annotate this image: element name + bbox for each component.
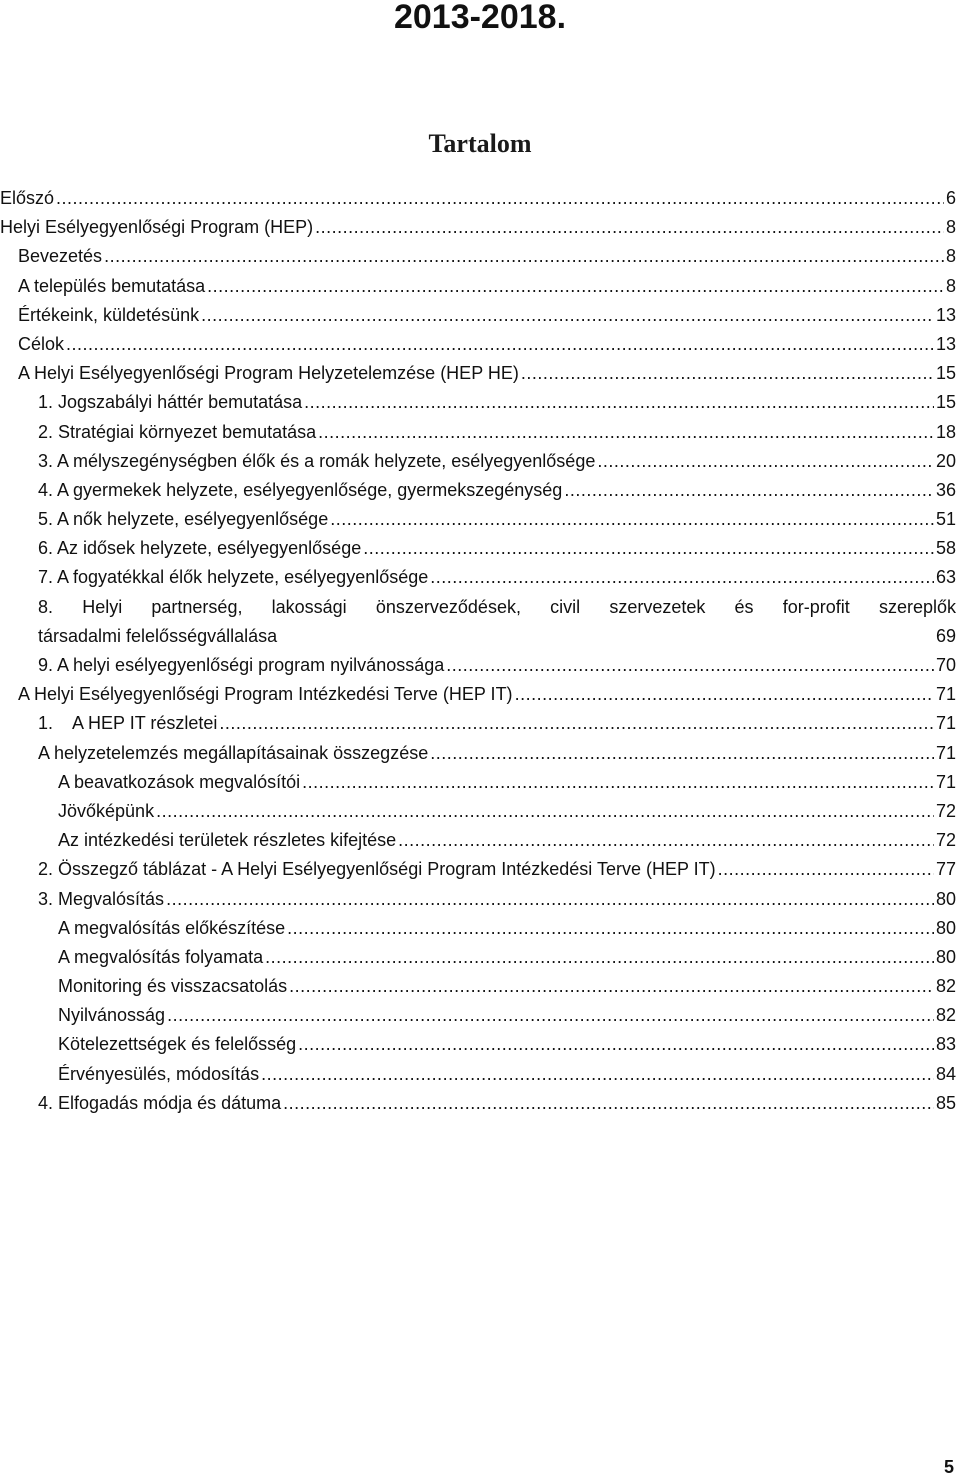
toc-leader-dots xyxy=(265,943,934,972)
toc-leader-dots xyxy=(446,651,934,680)
toc-entry-page: 8 xyxy=(945,217,956,238)
toc-entry[interactable] xyxy=(0,797,960,826)
toc-entry-page: 82 xyxy=(935,1005,956,1026)
toc-leader-dots xyxy=(330,505,934,534)
toc-leader-dots xyxy=(56,184,944,213)
toc-entry[interactable] xyxy=(0,768,960,797)
toc-entry[interactable] xyxy=(0,388,960,417)
toc-entry[interactable] xyxy=(0,1060,960,1089)
toc-entry-page: 15 xyxy=(935,363,956,384)
toc-leader-dots xyxy=(156,797,934,826)
toc-entry-label: Az intézkedési területek részletes kifejtése xyxy=(58,830,397,851)
toc-leader-dots xyxy=(66,330,934,359)
toc-entry-label: Nyilvánosság xyxy=(58,1005,166,1026)
toc-entry-label: 9. A helyi esélyegyenlőségi program nyilvánossága xyxy=(38,655,445,675)
toc-entry[interactable] xyxy=(0,914,960,943)
toc-entry-page: 70 xyxy=(935,655,956,675)
toc-entry-page: 71 xyxy=(935,771,956,792)
toc-leader-dots xyxy=(104,242,944,271)
toc-entry-label: 7. A fogyatékkal élők helyzete, esélyegyenlősége xyxy=(38,567,429,588)
toc-entry[interactable] xyxy=(0,534,960,563)
toc-entry[interactable] xyxy=(0,651,960,680)
toc-entry[interactable] xyxy=(0,476,960,505)
toc-entry[interactable] xyxy=(0,680,960,709)
toc-entry-label: 3. A mélyszegénységben élők és a romák helyzete, esélyegyenlősége xyxy=(38,450,596,471)
toc-entry-page: 77 xyxy=(935,859,956,880)
toc-entry-label: 1. Jogszabályi háttér bemutatása xyxy=(38,392,303,413)
toc-entry-page: 82 xyxy=(935,976,956,997)
toc-entry[interactable] xyxy=(0,943,960,972)
toc-entry-page: 20 xyxy=(935,450,956,471)
toc-entry-label: 4. Elfogadás módja és dátuma xyxy=(38,1092,282,1113)
toc-entry[interactable] xyxy=(0,242,960,271)
toc-leader-dots xyxy=(201,301,934,330)
toc-entry-page: 8 xyxy=(945,275,956,296)
toc-leader-dots xyxy=(318,418,934,447)
toc-entry[interactable] xyxy=(0,1089,960,1118)
toc-entry-label: A helyzetelemzés megállapításainak összegzése xyxy=(38,742,429,763)
toc-entry[interactable] xyxy=(0,739,960,768)
toc-heading: Tartalom xyxy=(428,129,532,158)
toc-leader-dots xyxy=(430,739,934,768)
toc-entry-page: 83 xyxy=(935,1034,956,1055)
toc-leader-dots xyxy=(167,1001,934,1030)
toc-entry-label: A Helyi Esélyegyenlőségi Program Intézkedési Terve (HEP IT) xyxy=(18,684,513,705)
toc-entry[interactable] xyxy=(0,1001,960,1030)
toc-entry-label: Előszó xyxy=(0,188,55,208)
toc-entry[interactable] xyxy=(0,301,960,330)
toc-entry-label-continued: társadalmi felelősségvállalása xyxy=(38,625,278,646)
toc-entry-page: 80 xyxy=(935,888,956,909)
toc-entry[interactable] xyxy=(0,330,960,359)
toc-entry-page: 71 xyxy=(935,713,956,734)
toc-leader-dots xyxy=(430,563,934,592)
table-of-contents xyxy=(0,184,960,1118)
toc-entry[interactable] xyxy=(0,972,960,1001)
toc-entry-label: 1. A HEP IT részletei xyxy=(38,713,218,734)
toc-entry-page: 80 xyxy=(935,917,956,938)
toc-leader-dots xyxy=(315,213,944,242)
toc-entry-label: A beavatkozások megvalósítói xyxy=(58,771,301,792)
toc-entry-page: 69 xyxy=(935,625,956,646)
toc-leader-dots xyxy=(515,680,934,709)
toc-entry-page: 58 xyxy=(935,538,956,559)
toc-entry-label: 6. Az idősek helyzete, esélyegyenlősége xyxy=(38,538,362,559)
toc-entry-label: Érvényesülés, módosítás xyxy=(58,1063,260,1084)
toc-entry-page: 8 xyxy=(945,246,956,267)
toc-entry-label: Jövőképünk xyxy=(58,800,155,821)
toc-leader-dots xyxy=(521,359,934,388)
toc-leader-dots xyxy=(363,534,934,563)
toc-entry-label: Célok xyxy=(18,333,65,354)
toc-entry[interactable] xyxy=(0,213,960,242)
toc-entry[interactable] xyxy=(0,593,960,651)
toc-entry[interactable] xyxy=(0,855,960,884)
toc-entry-label: A megvalósítás folyamata xyxy=(58,946,264,967)
toc-entry[interactable] xyxy=(0,505,960,534)
toc-entry-page: 6 xyxy=(945,188,956,208)
toc-leader-dots xyxy=(302,768,934,797)
toc-leader-dots xyxy=(298,1030,934,1059)
toc-leader-dots xyxy=(219,709,934,738)
toc-leader-dots xyxy=(398,826,934,855)
toc-entry-page: 15 xyxy=(935,392,956,413)
toc-leader-dots xyxy=(718,855,934,884)
toc-entry[interactable] xyxy=(0,184,960,213)
toc-entry-label: 5. A nők helyzete, esélyegyenlősége xyxy=(38,509,329,530)
toc-entry[interactable] xyxy=(0,563,960,592)
toc-leader-dots xyxy=(287,914,934,943)
toc-entry-page: 71 xyxy=(935,742,956,763)
toc-entry-label: Kötelezettségek és felelősség xyxy=(58,1034,297,1055)
toc-entry-label: Bevezetés xyxy=(18,246,103,267)
toc-entry[interactable] xyxy=(0,885,960,914)
toc-entry-label: 4. A gyermekek helyzete, esélyegyenlősége, gyermekszegénység xyxy=(38,479,563,500)
toc-leader-dots xyxy=(166,885,934,914)
toc-leader-dots xyxy=(289,972,934,1001)
toc-entry-label: 2. Összegző táblázat - A Helyi Esélyegyenlőségi Program Intézkedési Terve (HEP IT) xyxy=(38,859,716,880)
document-title: 2013-2018. xyxy=(393,0,567,36)
toc-entry-label: Monitoring és visszacsatolás xyxy=(58,976,288,997)
toc-entry-label: 8. Helyi partnerség, lakossági önszerveződések, civil szervezetek és for-profit szereplők xyxy=(38,596,956,617)
toc-entry-label: A megvalósítás előkészítése xyxy=(58,917,286,938)
toc-entry-page: 13 xyxy=(935,304,956,325)
toc-entry-page: 85 xyxy=(935,1092,956,1113)
toc-leader-dots xyxy=(564,476,934,505)
toc-leader-dots xyxy=(283,1089,934,1118)
toc-entry[interactable] xyxy=(0,1030,960,1059)
toc-entry-label: A Helyi Esélyegyenlőségi Program Helyzetelemzése (HEP HE) xyxy=(18,363,519,384)
toc-entry-page: 13 xyxy=(935,333,956,354)
toc-entry-label: A település bemutatása xyxy=(18,275,206,296)
toc-entry-page: 36 xyxy=(935,479,956,500)
toc-entry-label: Értékeink, küldetésünk xyxy=(18,304,200,325)
toc-entry-page: 72 xyxy=(935,800,956,821)
toc-entry-label: 3. Megvalósítás xyxy=(38,888,165,909)
toc-entry-page: 18 xyxy=(935,421,956,442)
toc-entry[interactable] xyxy=(0,447,960,476)
toc-entry[interactable] xyxy=(0,418,960,447)
toc-leader-dots xyxy=(304,388,934,417)
toc-leader-dots xyxy=(597,447,934,476)
toc-entry-page: 72 xyxy=(935,830,956,851)
toc-leader-dots xyxy=(261,1060,934,1089)
toc-entry-page: 84 xyxy=(935,1063,956,1084)
toc-leader-dots xyxy=(207,272,944,301)
page-number: 5 xyxy=(943,1457,954,1477)
toc-entry-page: 63 xyxy=(935,567,956,588)
toc-entry-page: 80 xyxy=(935,946,956,967)
toc-entry-label: Helyi Esélyegyenlőségi Program (HEP) xyxy=(0,217,314,238)
toc-entry[interactable] xyxy=(0,826,960,855)
toc-entry-page: 71 xyxy=(935,684,956,705)
toc-entry[interactable] xyxy=(0,709,960,738)
toc-entry[interactable] xyxy=(0,272,960,301)
toc-entry[interactable] xyxy=(0,359,960,388)
toc-entry-label: 2. Stratégiai környezet bemutatása xyxy=(38,421,317,442)
toc-entry-page: 51 xyxy=(935,509,956,530)
